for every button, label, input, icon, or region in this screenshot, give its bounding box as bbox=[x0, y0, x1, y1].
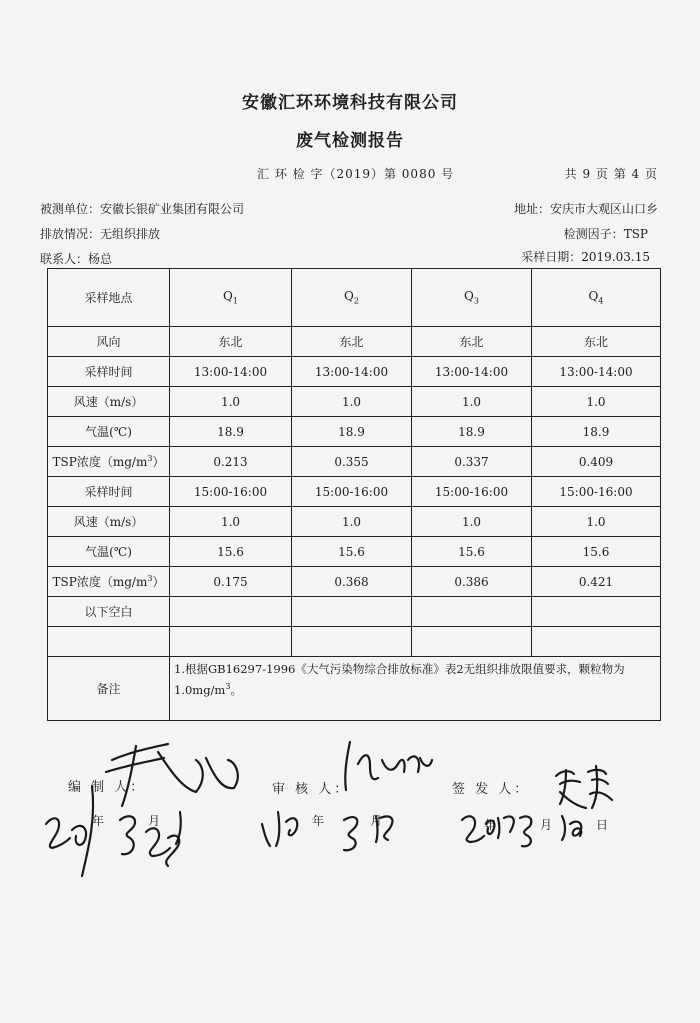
table-cell: 15:00-16:00 bbox=[170, 477, 292, 507]
table-cell: 东北 bbox=[532, 327, 661, 357]
issuer-month-char: 月 bbox=[540, 818, 553, 832]
table-row bbox=[48, 327, 661, 357]
point-header: $Q_3$ bbox=[412, 269, 532, 327]
point-header: $Q_1$ bbox=[170, 269, 292, 327]
table-cell: 18.9 bbox=[532, 417, 661, 447]
table-row bbox=[48, 447, 661, 477]
emission-label: 排放情况： bbox=[40, 227, 101, 241]
row-label: 采样时间 bbox=[48, 477, 170, 507]
row-label: 气温(℃) bbox=[48, 537, 170, 567]
table-row bbox=[48, 477, 661, 507]
table-cell bbox=[48, 627, 170, 657]
table-cell bbox=[170, 627, 292, 657]
address-label: 地址： bbox=[513, 202, 550, 216]
note-text: 1.根据GB16297-1996《大气污染物综合排放标准》表2无组织排放限值要求，颗粒物为 $1.0mg/m^3$。 bbox=[170, 657, 661, 721]
test-factor bbox=[564, 225, 648, 242]
table-cell: 15:00-16:00 bbox=[412, 477, 532, 507]
compiler-year-char: 年 bbox=[92, 814, 105, 828]
table-cell: 15.6 bbox=[412, 537, 532, 567]
table-cell: 15.6 bbox=[292, 537, 412, 567]
company-name: 安徽汇环环境科技有限公司 bbox=[242, 93, 458, 113]
table-cell: 1.0 bbox=[412, 387, 532, 417]
blank-marker: 以下空白 bbox=[48, 597, 170, 627]
table-cell: 0.409 bbox=[532, 447, 661, 477]
results-table bbox=[47, 268, 661, 721]
table-cell: 0.355 bbox=[292, 447, 412, 477]
sampling-date bbox=[521, 248, 650, 265]
table-cell: 0.368 bbox=[292, 567, 412, 597]
reviewer-label: 审 核 人： bbox=[272, 782, 351, 797]
report-title: 废气检测报告 bbox=[296, 131, 404, 151]
table-row bbox=[48, 657, 661, 721]
sampling-date-value: 2019.03.15 bbox=[581, 250, 650, 264]
sampling-date-label: 采样日期： bbox=[521, 250, 582, 264]
table-row bbox=[48, 357, 661, 387]
test-factor-value: TSP bbox=[623, 227, 648, 241]
row-label: 风速（m/s） bbox=[48, 507, 170, 537]
table-cell: 0.386 bbox=[412, 567, 532, 597]
table-cell bbox=[412, 597, 532, 627]
table-row bbox=[48, 567, 661, 597]
point-header: $Q_2$ bbox=[292, 269, 412, 327]
table-row bbox=[48, 417, 661, 447]
table-cell: 13:00-14:00 bbox=[412, 357, 532, 387]
table-cell: 1.0 bbox=[532, 387, 661, 417]
table-cell bbox=[532, 597, 661, 627]
row-label: TSP浓度$(mg/m^3)$ bbox=[48, 447, 170, 477]
address-value: 安庆市大观区山口乡 bbox=[549, 202, 658, 216]
table-cell: 13:00-14:00 bbox=[292, 357, 412, 387]
table-cell: 15.6 bbox=[170, 537, 292, 567]
issuer-label: 签 发 人： bbox=[452, 782, 531, 797]
emission-value: 无组织排放 bbox=[100, 227, 161, 241]
table-cell: 1.0 bbox=[412, 507, 532, 537]
table-cell bbox=[292, 597, 412, 627]
table-cell: 15:00-16:00 bbox=[532, 477, 661, 507]
issuer-year-char: 年 bbox=[484, 818, 497, 832]
emission-status bbox=[40, 225, 160, 242]
table-cell: 1.0 bbox=[170, 507, 292, 537]
point-header: $Q_4$ bbox=[532, 269, 661, 327]
table-row bbox=[48, 507, 661, 537]
row-label: 风向 bbox=[48, 327, 170, 357]
table-cell: 1.0 bbox=[532, 507, 661, 537]
tested-unit-value: 安徽长银矿业集团有限公司 bbox=[100, 202, 245, 216]
page-count: 共 9 页 第 4 页 bbox=[564, 167, 658, 181]
table-cell: 1.0 bbox=[170, 387, 292, 417]
row-label: 采样时间 bbox=[48, 357, 170, 387]
table-row bbox=[48, 537, 661, 567]
table-cell bbox=[532, 627, 661, 657]
reviewer-year-char: 年 bbox=[312, 814, 325, 828]
document-number: 汇 环 检 字（2019）第 0080 号 bbox=[257, 167, 455, 181]
table-cell: 0.337 bbox=[412, 447, 532, 477]
table-cell bbox=[292, 627, 412, 657]
row-label: TSP浓度$(mg/m^3)$ bbox=[48, 567, 170, 597]
table-cell: 1.0 bbox=[292, 507, 412, 537]
table-cell: 13:00-14:00 bbox=[532, 357, 661, 387]
table-cell: 15.6 bbox=[532, 537, 661, 567]
tested-unit bbox=[40, 200, 244, 217]
location-header: 采样地点 bbox=[48, 269, 170, 327]
table-cell: 0.213 bbox=[170, 447, 292, 477]
contact-value: 杨总 bbox=[88, 252, 113, 266]
tested-unit-label: 被测单位： bbox=[40, 202, 101, 216]
contact-person bbox=[40, 250, 112, 267]
table-cell: 0.421 bbox=[532, 567, 661, 597]
compiler-month-char: 月 bbox=[148, 814, 161, 828]
table-cell: 0.175 bbox=[170, 567, 292, 597]
address bbox=[514, 200, 658, 217]
test-factor-label: 检测因子： bbox=[563, 227, 624, 241]
reviewer-month-char: 月 bbox=[370, 814, 383, 828]
table-cell: 东北 bbox=[170, 327, 292, 357]
row-label: 气温(℃) bbox=[48, 417, 170, 447]
contact-label: 联系人： bbox=[40, 252, 89, 266]
table-cell: 18.9 bbox=[292, 417, 412, 447]
table-cell: 13:00-14:00 bbox=[170, 357, 292, 387]
table-row bbox=[48, 597, 661, 627]
table-cell: 东北 bbox=[292, 327, 412, 357]
table-cell: 1.0 bbox=[292, 387, 412, 417]
table-row bbox=[48, 269, 661, 327]
compiler-label: 编 制 人： bbox=[68, 780, 147, 795]
row-label: 风速（m/s） bbox=[48, 387, 170, 417]
table-row bbox=[48, 627, 661, 657]
table-cell: 18.9 bbox=[170, 417, 292, 447]
issuer-day-char: 日 bbox=[596, 818, 609, 832]
note-label: 备注 bbox=[48, 657, 170, 721]
table-cell: 15:00-16:00 bbox=[292, 477, 412, 507]
table-cell bbox=[170, 597, 292, 627]
table-cell bbox=[412, 627, 532, 657]
table-cell: 18.9 bbox=[412, 417, 532, 447]
table-cell: 东北 bbox=[412, 327, 532, 357]
table-row bbox=[48, 387, 661, 417]
